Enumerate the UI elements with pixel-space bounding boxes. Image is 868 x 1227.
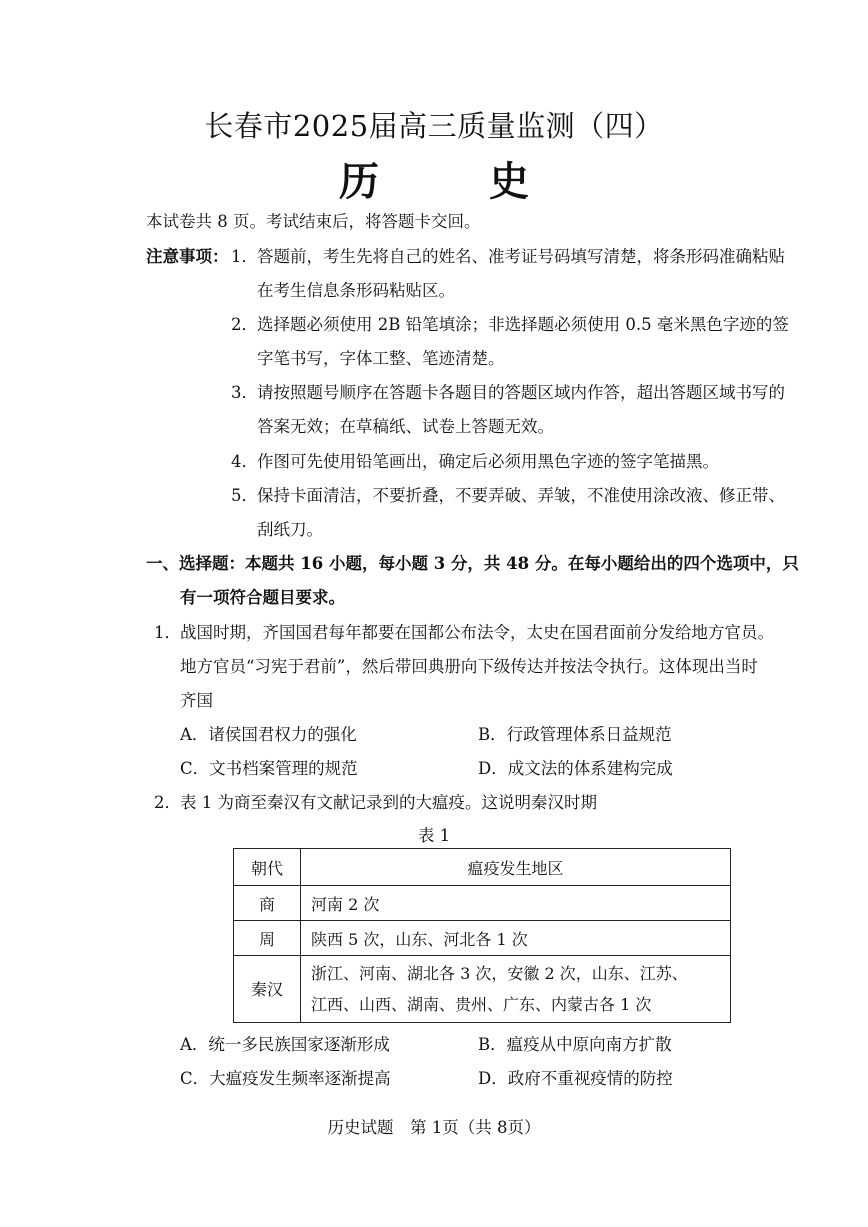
note-3-line1: 请按照题号顺序在答题卡各题目的答题区域内作答，超出答题区域书写的 bbox=[257, 383, 785, 402]
q1-option-d: D．成文法的体系建构完成 bbox=[478, 759, 673, 778]
note-1-line2: 在考生信息条形码粘贴区。 bbox=[257, 281, 455, 300]
section-1-heading-line2: 有一项符合题目要求。 bbox=[180, 588, 345, 607]
note-5-num: 5． bbox=[231, 486, 258, 505]
note-5-line2: 刮纸刀。 bbox=[257, 520, 323, 539]
q1-stem-line2: 地方官员“习宪于君前”，然后带回典册向下级传达并按法令执行。这体现出当时 bbox=[180, 657, 758, 676]
note-4-num: 4． bbox=[231, 452, 258, 471]
table-cell-dynasty: 商 bbox=[234, 886, 301, 921]
page-footer: 历史试题 第 1页（共 8页） bbox=[327, 1118, 541, 1137]
table-cell-area bbox=[301, 956, 731, 1023]
plague-table bbox=[233, 848, 731, 1023]
table-cell-area-line1: 浙江、河南、湖北各 3 次，安徽 2 次，山东、江苏、 bbox=[311, 964, 688, 983]
notes-label: 注意事项： bbox=[146, 247, 229, 266]
q2-option-d: D．政府不重视疫情的防控 bbox=[478, 1069, 673, 1088]
q2-stem: 表 1 为商至秦汉有文献记录到的大瘟疫。这说明秦汉时期 bbox=[180, 793, 597, 812]
subject-heading: 历 史 bbox=[339, 158, 577, 205]
table-cell-area: 河南 2 次 bbox=[301, 886, 731, 921]
table-row bbox=[234, 921, 731, 956]
note-5-line1: 保持卡面清洁，不要折叠，不要弄破、弄皱，不准使用涂改液、修正带、 bbox=[257, 486, 785, 505]
note-1-num: 1． bbox=[231, 247, 258, 266]
q1-stem-line1: 战国时期，齐国国君每年都要在国都公布法令，太史在国君面前分发给地方官员。 bbox=[180, 623, 774, 642]
note-2-line2: 字笔书写，字体工整、笔迹清楚。 bbox=[257, 349, 505, 368]
note-4-line1: 作图可先使用铅笔画出，确定后必须用黑色字迹的签字笔描黑。 bbox=[257, 452, 719, 471]
table-header-row bbox=[234, 849, 731, 886]
note-1-line1: 答题前，考生先将自己的姓名、准考证号码填写清楚，将条形码准确粘贴 bbox=[257, 247, 785, 266]
q1-stem-line3: 齐国 bbox=[180, 691, 213, 710]
table-row bbox=[234, 956, 731, 1023]
note-3-num: 3． bbox=[231, 383, 258, 402]
table-caption: 表 1 bbox=[417, 826, 451, 845]
table-row bbox=[234, 886, 731, 921]
q2-option-c: C．大瘟疫发生频率逐渐提高 bbox=[180, 1069, 391, 1088]
q1-option-a: A．诸侯国君权力的强化 bbox=[180, 725, 357, 744]
table-cell-dynasty: 秦汉 bbox=[234, 956, 301, 1023]
table-header-area: 瘟疫发生地区 bbox=[301, 849, 731, 886]
table-cell-area-line2: 江西、山西、湖南、贵州、广东、内蒙古各 1 次 bbox=[311, 995, 652, 1014]
note-3-line2: 答案无效；在草稿纸、试卷上答题无效。 bbox=[257, 417, 554, 436]
table-cell-dynasty: 周 bbox=[234, 921, 301, 956]
note-2-line1: 选择题必须使用 2B 铅笔填涂；非选择题必须使用 0.5 毫米黑色字迹的签 bbox=[257, 315, 789, 334]
note-2-num: 2． bbox=[231, 315, 258, 334]
intro-text: 本试卷共 8 页。考试结束后，将答题卡交回。 bbox=[146, 212, 481, 231]
exam-title: 长春市2025届高三质量监测（四） bbox=[204, 109, 664, 143]
q1-option-b: B．行政管理体系日益规范 bbox=[478, 725, 672, 744]
q2-option-b: B．瘟疫从中原向南方扩散 bbox=[478, 1035, 672, 1054]
q2-option-a: A．统一多民族国家逐渐形成 bbox=[180, 1035, 390, 1054]
table-cell-area: 陕西 5 次，山东、河北各 1 次 bbox=[301, 921, 731, 956]
table-header-dynasty: 朝代 bbox=[234, 849, 301, 886]
q1-number: 1． bbox=[154, 623, 181, 642]
section-1-heading-line1: 一、选择题：本题共 16 小题，每小题 3 分，共 48 分。在每小题给出的四个选项中，只 bbox=[146, 554, 799, 573]
q1-option-c: C．文书档案管理的规范 bbox=[180, 759, 358, 778]
q2-number: 2． bbox=[154, 793, 181, 812]
